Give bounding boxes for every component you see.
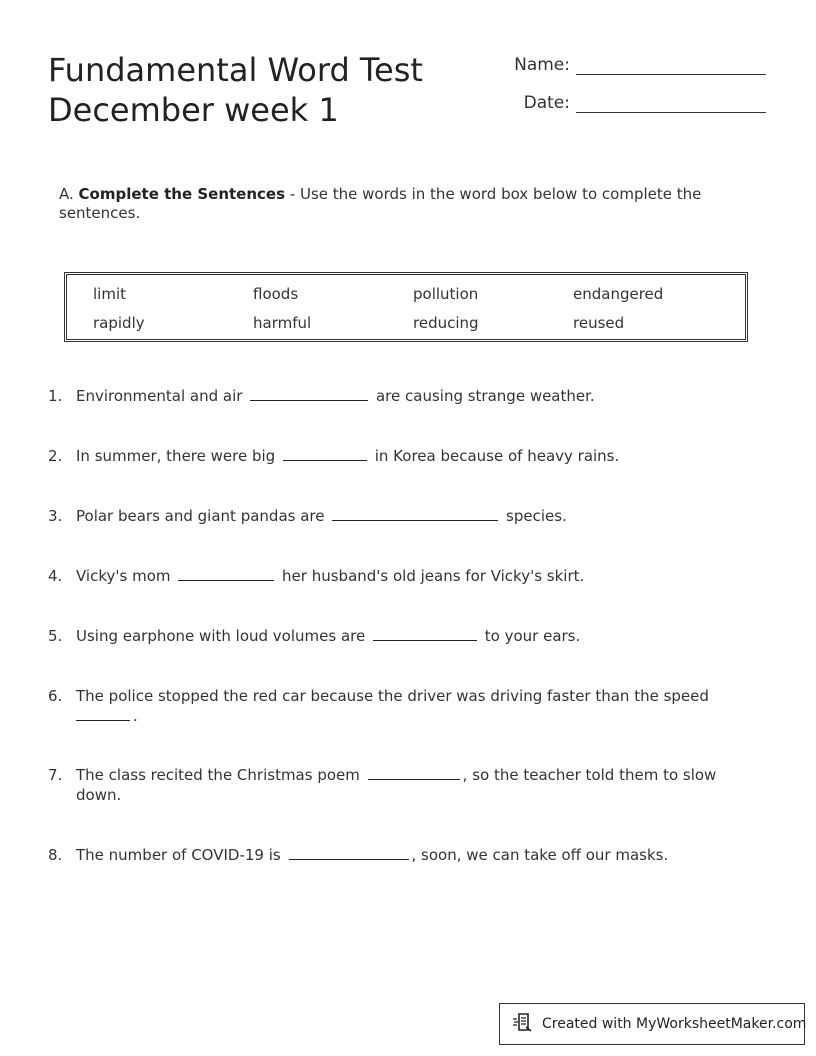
question-text: species.	[506, 507, 567, 525]
question-text: The police stopped the red car because the driver was driving faster than the speed	[76, 687, 709, 705]
question-text: to your ears.	[484, 627, 581, 645]
question-number: 1.	[48, 387, 63, 405]
question-text: her husband's old jeans for Vicky's skirt.	[282, 567, 585, 585]
date-field[interactable]	[576, 94, 766, 113]
section-instruction-text: - Use the words in the word box below to complete the sentences.	[59, 185, 702, 222]
word-box-item: pollution	[413, 285, 479, 303]
question-number: 8.	[48, 846, 63, 864]
question-text: Polar bears and giant pandas are	[76, 507, 325, 525]
question-number: 5.	[48, 627, 63, 645]
answer-blank[interactable]	[289, 845, 409, 860]
question-text: Vicky's mom	[76, 567, 171, 585]
question-text: The class recited the Christmas poem	[76, 766, 360, 784]
question-number: 4.	[48, 567, 63, 585]
name-field[interactable]	[576, 56, 766, 75]
question-text: , so the teacher told them to slow down.	[76, 766, 717, 804]
page-title	[48, 50, 423, 130]
answer-blank[interactable]	[368, 765, 460, 780]
answer-blank[interactable]	[283, 446, 367, 461]
question-text: Environmental and air	[76, 387, 243, 405]
worksheet-maker-logo-icon	[512, 1011, 534, 1037]
question-text: in Korea because of heavy rains.	[374, 447, 620, 465]
word-box-item: floods	[253, 285, 299, 303]
answer-blank[interactable]	[332, 506, 498, 521]
answer-blank[interactable]	[373, 626, 477, 641]
question-number: 3.	[48, 507, 63, 525]
name-label: Name:	[514, 55, 570, 75]
answer-blank[interactable]	[76, 706, 130, 721]
date-label: Date:	[523, 93, 570, 113]
title-line-2: December week 1	[48, 91, 339, 129]
word-box-item: harmful	[253, 314, 312, 332]
footer-badge[interactable]	[499, 1003, 805, 1045]
word-box-item: rapidly	[93, 314, 145, 332]
question-text: are causing strange weather.	[375, 387, 595, 405]
question-text: In summer, there were big	[76, 447, 276, 465]
question-text: The number of COVID-19 is	[76, 846, 281, 864]
section-heading: Complete the Sentences	[78, 185, 286, 203]
footer-text: Created with MyWorksheetMaker.com	[542, 1016, 807, 1032]
word-box-item: reused	[573, 314, 625, 332]
question-text: , soon, we can take off our masks.	[411, 846, 669, 864]
word-box	[64, 272, 748, 342]
answer-blank[interactable]	[178, 566, 274, 581]
section-instructions	[59, 185, 739, 223]
name-row	[510, 55, 766, 75]
answer-blank[interactable]	[250, 386, 368, 401]
word-box-item: reducing	[413, 314, 479, 332]
date-row	[510, 93, 766, 113]
question-number: 6.	[48, 687, 63, 705]
question-text: .	[133, 707, 138, 725]
word-box-item: endangered	[573, 285, 664, 303]
title-line-1: Fundamental Word Test	[48, 51, 423, 89]
word-box-item: limit	[93, 285, 126, 303]
question-number: 7.	[48, 766, 63, 784]
section-letter: A.	[59, 185, 74, 203]
question-number: 2.	[48, 447, 63, 465]
question-text: Using earphone with loud volumes are	[76, 627, 366, 645]
